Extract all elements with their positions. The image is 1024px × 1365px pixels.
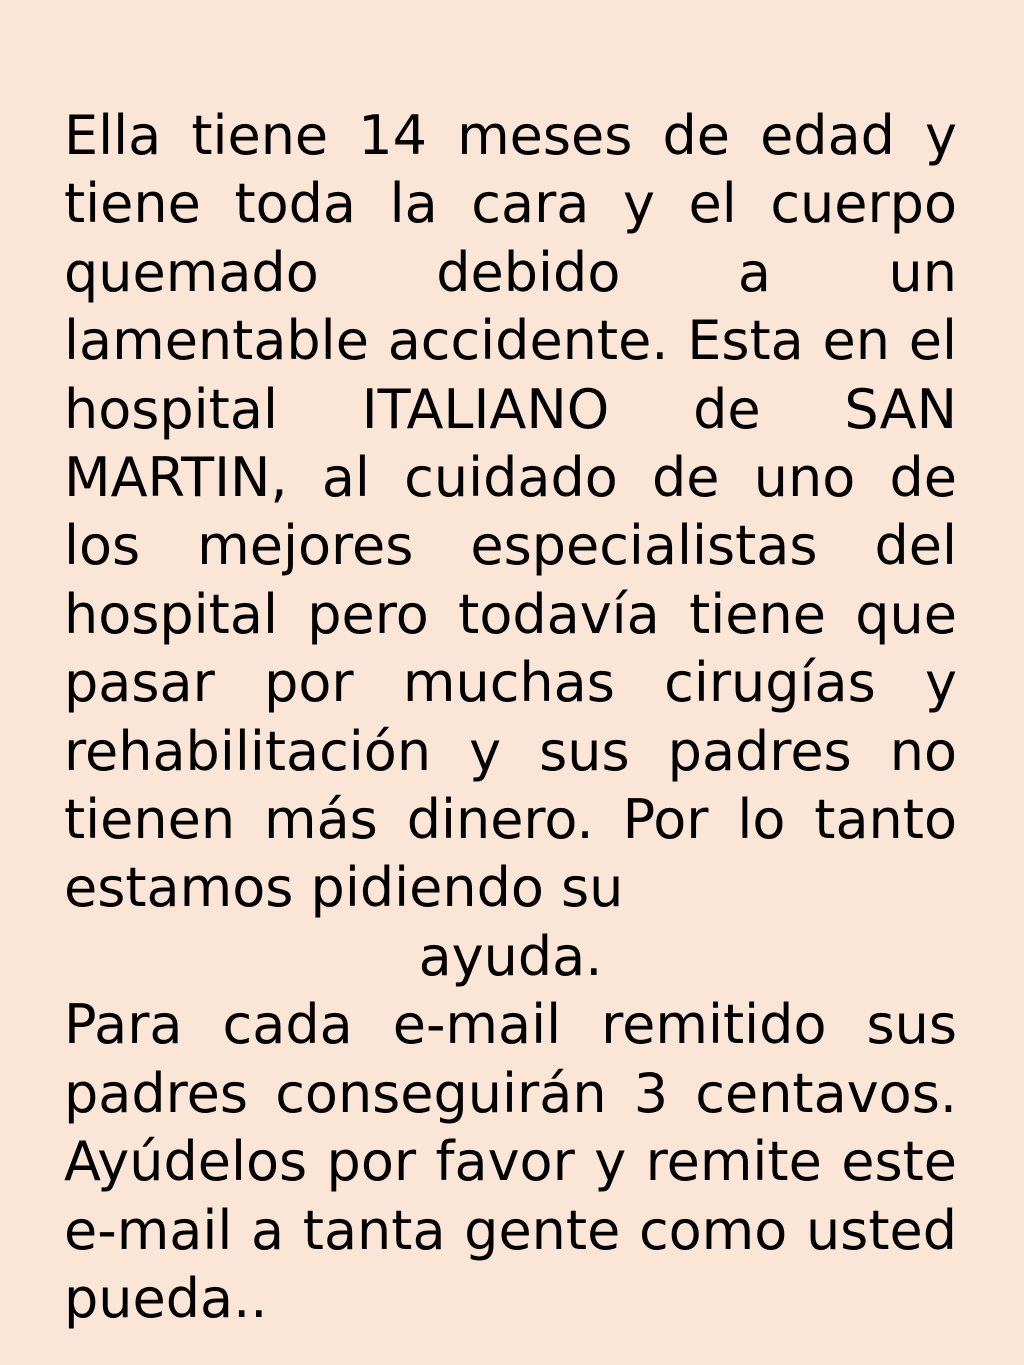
forwarding-paragraph: Para cada e-mail remitido sus padres conseguirán 3 centavos. Ayúdelos por favor y remite este e-mail a tanta gente como usted pueda.. [64, 993, 957, 1330]
body-text [64, 102, 957, 1333]
appeal-paragraph: Ella tiene 14 meses de edad y tiene toda la cara y el cuerpo quemado debido a un lamentable accidente. Esta en el hospital ITALIANO de SAN MARTIN, al cuidado de uno de los mejores especialistas del hospital pero todavía tiene que pasar por muchas cirugías y rehabilitación y sus padres no tienen más dinero. Por lo tanto estamos pidiendo su [64, 104, 957, 920]
appeal-paragraph-ending: ayuda. [418, 924, 603, 988]
